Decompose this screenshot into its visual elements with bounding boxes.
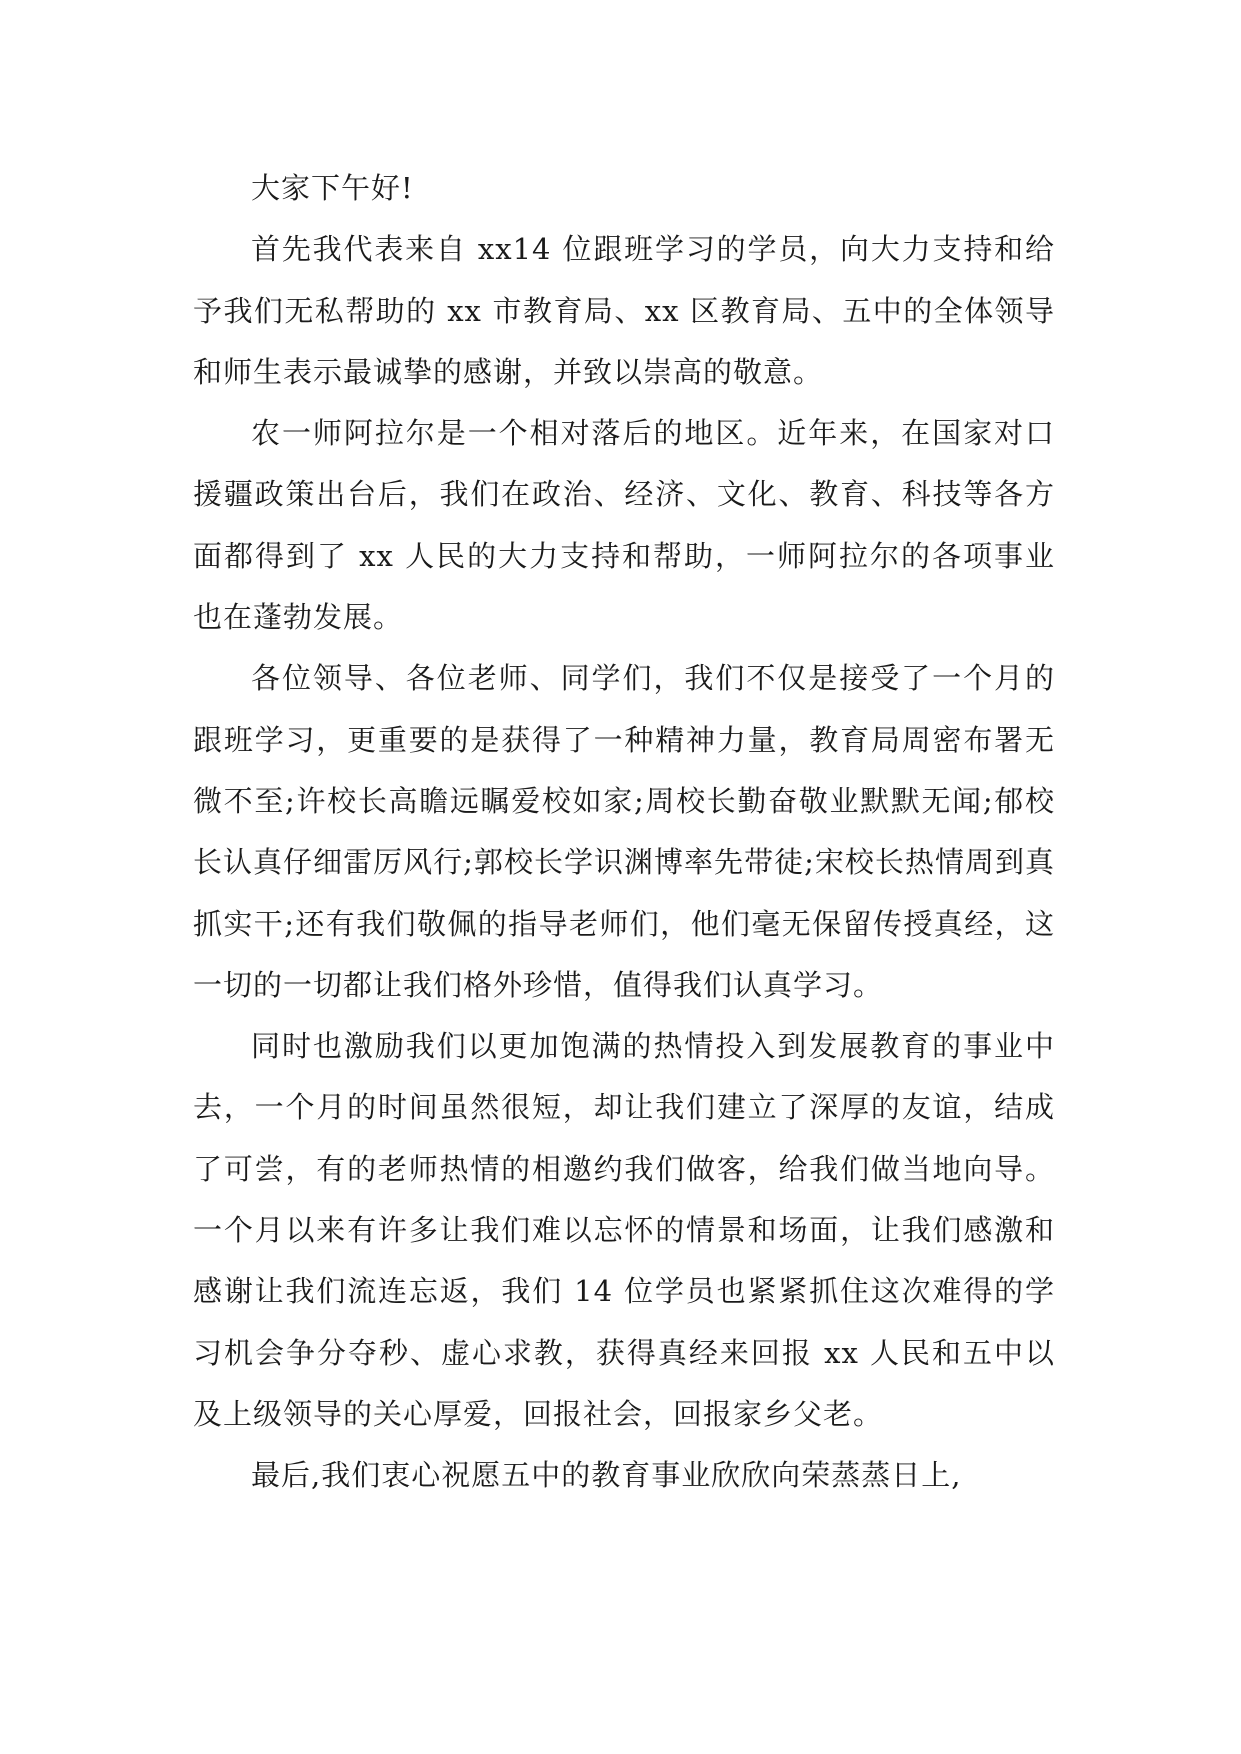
paragraph-praise: 各位领导、各位老师、同学们，我们不仅是接受了一个月的跟班学习，更重要的是获得了一种精神力量，教育局周密布署无微不至;许校长高瞻远瞩爱校如家;周校长勤奋敬业默默无闻;郁校长认真仔细雷厉风行;郭校长学识渊博率先带徒;宋校长热情周到真抓实干;还有我们敬佩的指导老师们，他们毫无保留传授真经，这一切的一切都让我们格外珍惜，值得我们认真学习。 — [193, 661, 1055, 1002]
paragraph-region: 农一师阿拉尔是一个相对落后的地区。近年来，在国家对口援疆政策出台后，我们在政治、经济、文化、教育、科技等各方面都得到了 xx 人民的大力支持和帮助，一师阿拉尔的各项事业也在蓬勃发展。 — [193, 416, 1055, 635]
paragraph-thanks: 首先我代表来自 xx14 位跟班学习的学员，向大力支持和给予我们无私帮助的 xx 市教育局、xx 区教育局、五中的全体领导和师生表示最诚挚的感谢，并致以崇高的敬意。 — [193, 232, 1055, 389]
paragraph-friendship: 同时也激励我们以更加饱满的热情投入到发展教育的事业中去，一个月的时间虽然很短，却让我们建立了深厚的友谊，结成了可尝，有的老师热情的相邀约我们做客，给我们做当地向导。一个月以来有许多让我们难以忘怀的情景和场面，让我们感激和感谢让我们流连忘返，我们 14 位学员也紧紧抓住这次难得的学习机会争分夺秒、虚心求教，获得真经来回报 xx 人民和五中以及上级领导的关心厚爱，回报社会，回报家乡父老。 — [193, 1029, 1055, 1431]
document-body — [193, 158, 1055, 1507]
paragraph-closing: 最后,我们衷心祝愿五中的教育事业欣欣向荣蒸蒸日上, — [251, 1458, 962, 1493]
paragraph-greeting: 大家下午好! — [251, 171, 414, 205]
